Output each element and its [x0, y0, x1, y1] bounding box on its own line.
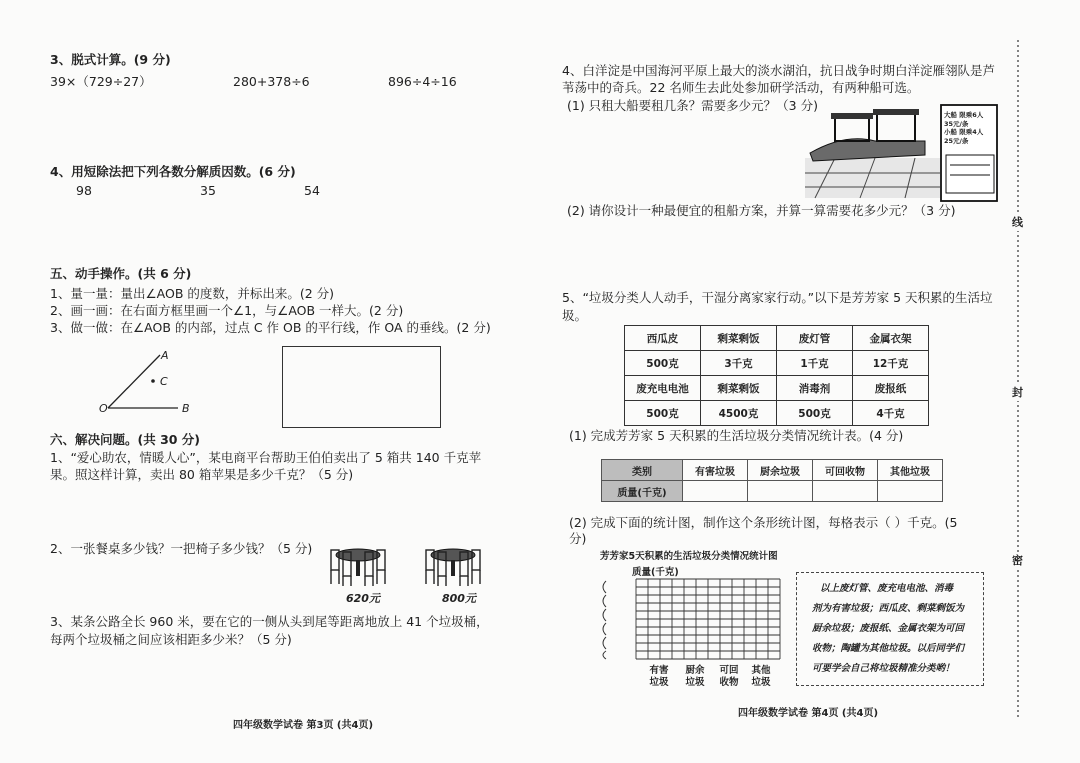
table-cell: 3千克 [701, 351, 777, 376]
table-row [602, 460, 943, 481]
table-cell: 废充电电池 [625, 376, 701, 401]
q6-1-line-1: 1、“爱心助农，情暖人心”，某电商平台帮助王伯伯卖出了 5 箱共 140 千克苹 [50, 450, 482, 465]
r-q5-line-1: 5、“垃圾分类人人动手，干湿分离家家行动。”以下是芳芳家 5 天积累的生活垃 [562, 290, 993, 305]
table-cell: 500克 [625, 351, 701, 376]
x-tick-label-4: 其他垃圾 [751, 665, 771, 688]
table-header-cell: 厨余垃圾 [748, 460, 813, 481]
table-cell: 4千克 [853, 401, 929, 426]
q3-expression-3: 896÷4÷16 [388, 74, 457, 89]
dining-table-620-image [327, 540, 389, 590]
table-header-cell: 有害垃圾 [683, 460, 748, 481]
q3-expression-1: 39×（729÷27） [50, 74, 152, 89]
x-tick-label-2: 厨余垃圾 [685, 665, 705, 688]
table-cell: 西瓜皮 [625, 326, 701, 351]
table-cell: 废报纸 [853, 376, 929, 401]
price-label-1: 620元 [346, 592, 380, 605]
tip-line-5: 可要学会自己将垃圾精准分类哟！ [812, 663, 955, 674]
dining-table-800-image [422, 540, 484, 590]
price-label-2: 800元 [442, 592, 476, 605]
table-row [625, 376, 929, 401]
table-header-cell: 其他垃圾 [878, 460, 943, 481]
table-cell: 剩菜剩饭 [701, 326, 777, 351]
bar-chart-grid [596, 575, 796, 670]
table-cell: 500克 [625, 401, 701, 426]
answer-cell[interactable] [748, 481, 813, 502]
label-c: C [160, 375, 168, 388]
table-cell: 1千克 [777, 351, 853, 376]
r-q5-sub-2-line-1: (2) 完成下面的统计图，制作这个条形统计图，每格表示（ ）千克。(5 [569, 515, 958, 530]
table-header-cell: 可回收物 [813, 460, 878, 481]
margin-char-mi: 密 [1012, 554, 1023, 567]
tip-line-2: 剂为有害垃圾；西瓜皮、剩菜剩饭为 [812, 603, 965, 614]
table-cell: 500克 [777, 401, 853, 426]
boat-sign [944, 111, 983, 145]
section-6-title: 六、解决问题。(共 30 分) [50, 432, 201, 447]
table-cell: 金属衣架 [853, 326, 929, 351]
tip-line-1: 以上废灯管、废充电电池、消毒 [820, 583, 954, 594]
table-row [602, 481, 943, 502]
section-5-item-1: 1、量一量：量出∠AOB 的度数，并标出来。(2 分) [50, 286, 335, 301]
boat-sign-line-1: 大船 限乘6人 [944, 111, 984, 119]
tip-line-3: 厨余垃圾；废报纸、金属衣架为可回 [812, 623, 965, 634]
q6-2-text: 2、一张餐桌多少钱？一把椅子多少钱？（5 分) [50, 541, 313, 556]
boat-sign-line-4: 25元/条 [944, 136, 969, 145]
r-q4-line-1: 4、白洋淀是中国海河平原上最大的淡水湖泊，抗日战争时期白洋淀雁翎队是芦 [562, 63, 995, 78]
q6-3-line-1: 3、某条公路全长 960 米，要在它的一侧从头到尾等距离地放上 41 个垃圾桶， [50, 614, 489, 629]
table-row-label: 质量(千克) [602, 481, 683, 502]
x-tick-label-1: 有害垃圾 [649, 665, 669, 688]
answer-cell[interactable] [683, 481, 748, 502]
section-5-item-3: 3、做一做：在∠AOB 的内部，过点 C 作 OB 的平行线，作 OA 的垂线。(2 分) [50, 320, 491, 335]
classification-table [601, 459, 943, 502]
answer-cell[interactable] [813, 481, 878, 502]
q4-number-3: 54 [304, 183, 320, 198]
section-5-title: 五、动手操作。(共 6 分) [50, 266, 192, 281]
margin-char-xian: 线 [1012, 216, 1023, 229]
binding-margin-line [1006, 40, 1046, 720]
table-cell: 剩菜剩饭 [701, 376, 777, 401]
tip-line-4: 收物；陶罐为其他垃圾。以后同学们 [812, 643, 965, 654]
waste-table [624, 325, 929, 426]
x-tick-label-3: 可回收物 [719, 665, 739, 688]
q4-heading: 4、用短除法把下列各数分解质因数。(6 分) [50, 164, 296, 179]
table-row [625, 351, 929, 376]
q4-number-2: 35 [200, 183, 216, 198]
table-cell: 4500克 [701, 401, 777, 426]
r-q5-sub-2-line-2: 分) [569, 531, 587, 546]
r-q4-line-2: 苇荡中的奇兵。22 名师生去此处参加研学活动，有两种船可选。 [562, 80, 920, 95]
boat-sign-line-2: 35元/条 [944, 119, 969, 128]
drawing-box[interactable] [282, 346, 441, 428]
q6-1-line-2: 果。照这样计算，卖出 80 箱苹果是多少千克？（5 分) [50, 467, 354, 482]
boat-sign-line-3: 小船 限乘4人 [944, 128, 984, 137]
r-q4-sub-2: (2) 请你设计一种最便宜的租船方案，并算一算需要花多少元？（3 分) [567, 203, 956, 218]
label-o: O [99, 402, 108, 415]
q6-3-line-2: 每两个垃圾桶之间应该相距多少米？（5 分) [50, 632, 292, 647]
section-5-item-2: 2、画一画：在右面方框里画一个∠1，与∠AOB 一样大。(2 分) [50, 303, 404, 318]
table-row [625, 401, 929, 426]
q3-heading: 3、脱式计算。(9 分) [50, 52, 171, 67]
chart-title: 芳芳家5天积累的生活垃圾分类情况统计图 [600, 551, 778, 562]
point-c [151, 379, 155, 383]
chart-y-axis-label: 质量(千克) [632, 567, 679, 578]
q4-number-1: 98 [76, 183, 92, 198]
right-footer: 四年级数学试卷 第4页 (共4页) [738, 708, 879, 719]
margin-char-feng: 封 [1012, 386, 1023, 399]
table-cell: 废灯管 [777, 326, 853, 351]
table-cell: 12千克 [853, 351, 929, 376]
table-row [625, 326, 929, 351]
q3-expression-2: 280+378÷6 [233, 74, 310, 89]
r-q5-line-2: 圾。 [562, 308, 588, 323]
label-a: A [161, 349, 169, 362]
table-cell: 消毒剂 [777, 376, 853, 401]
r-q5-sub-1: (1) 完成芳芳家 5 天积累的生活垃圾分类情况统计表。(4 分) [569, 428, 904, 443]
left-footer: 四年级数学试卷 第3页 (共4页) [233, 720, 374, 731]
angle-aob-figure [96, 345, 196, 417]
r-q4-sub-1: (1) 只租大船要租几条？需要多少元？（3 分) [567, 98, 818, 113]
label-b: B [182, 402, 190, 415]
answer-cell[interactable] [878, 481, 943, 502]
table-header-cell: 类别 [602, 460, 683, 481]
